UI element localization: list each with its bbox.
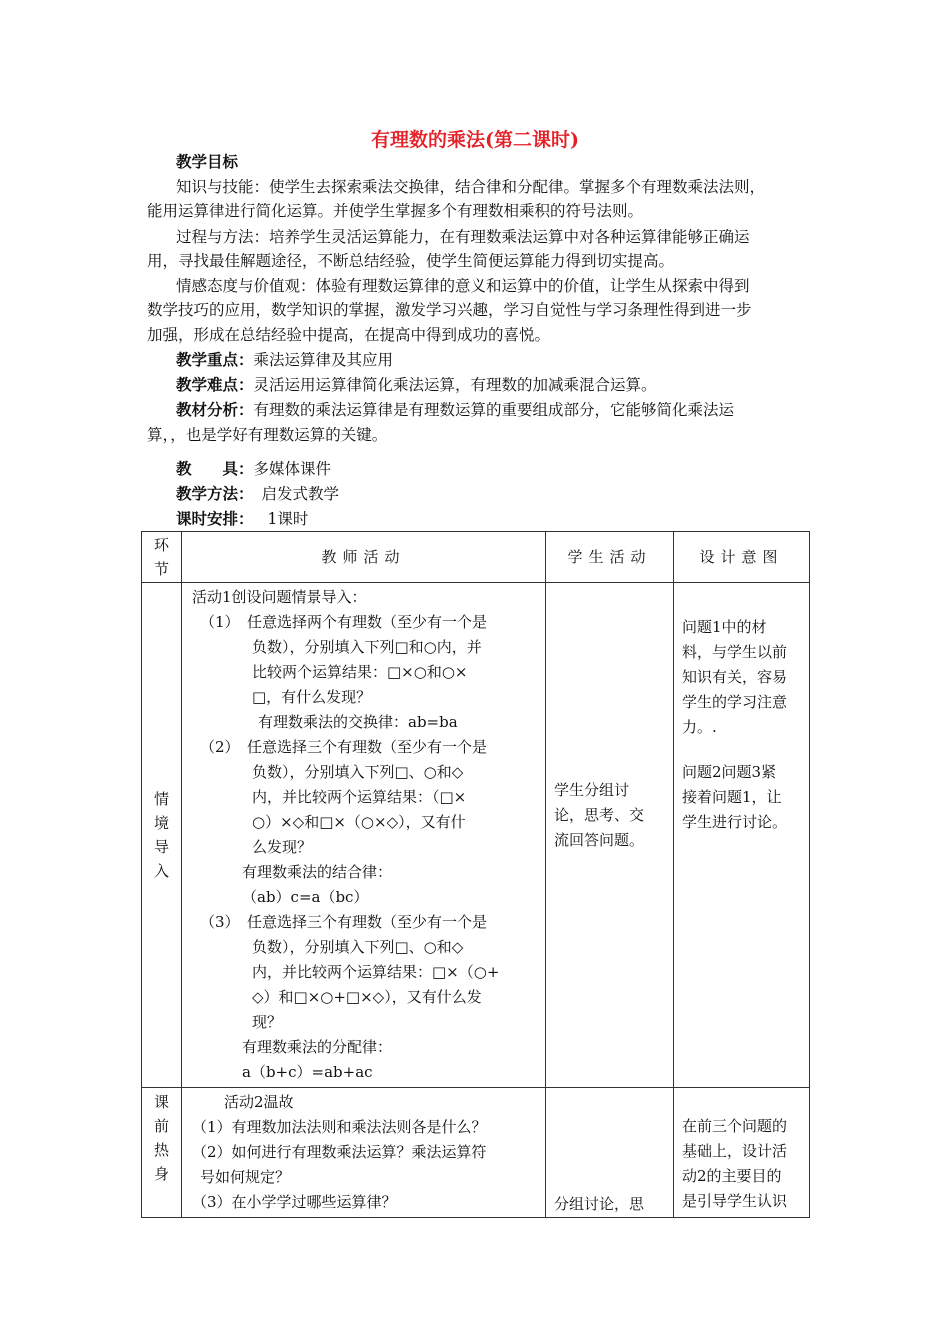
- teacher-line: 比较两个运算结果：□×○和○×: [252, 663, 468, 681]
- method: [176, 482, 840, 506]
- env-char: 情: [153, 790, 169, 808]
- knowledge-line-1: 知识与技能：使学生去探索乘法交换律，结合律和分配律。掌握多个有理数乘法法则，: [176, 178, 766, 196]
- key-point: [176, 348, 840, 372]
- objectives-heading: 教学目标: [176, 152, 239, 171]
- env-char: 前: [153, 1117, 169, 1135]
- intent-line: 动2的主要目的: [682, 1167, 782, 1185]
- process-line-2: 用，寻找最佳解题途径，不断总结经验，使学生简便运算能力得到切实提高。: [147, 252, 675, 270]
- key-point-label: 教学重点：: [176, 350, 254, 369]
- row2-intent: [674, 1088, 810, 1218]
- teacher-line: （1） 任意选择两个有理数（至少有一个是: [200, 613, 488, 631]
- emotion-line-2: 数学技巧的应用，数学知识的掌握，激发学习兴趣，学习自觉性与学习条理性得到进一步: [147, 301, 752, 319]
- intent-spacer: [682, 740, 803, 760]
- header-teacher: 教师活动: [182, 532, 546, 583]
- teacher-line: 负数），分别填入下列□和○内，并: [252, 638, 482, 656]
- table-row: [142, 583, 810, 1088]
- table-row: [142, 1088, 810, 1218]
- env-char: 入: [153, 862, 169, 880]
- teacher-line: 负数），分别填入下列□、○和◇: [252, 763, 464, 781]
- intent-line: 知识有关，容易: [682, 668, 788, 686]
- teacher-line: 活动1创设问题情景导入：: [192, 588, 367, 606]
- env-char: 热: [153, 1141, 169, 1159]
- teacher-line: （3） 任意选择三个有理数（至少有一个是: [200, 913, 488, 931]
- teacher-line: 现？: [252, 1013, 283, 1031]
- knowledge-line-2: 能用运算律进行简化运算。并使学生掌握多个有理数相乘积的符号法则。: [147, 202, 644, 220]
- row2-teacher: [182, 1088, 546, 1218]
- difficulty: [176, 373, 840, 397]
- teacher-line: （1）有理数加法法则和乘法法则各是什么？: [192, 1118, 487, 1136]
- page-title: 有理数的乘法(第二课时): [371, 129, 579, 151]
- schedule-text: 1课时: [267, 510, 309, 528]
- row1-teacher: [182, 583, 546, 1088]
- intent-line: 问题2问题3紧: [682, 763, 777, 781]
- lesson-plan-table: [141, 531, 810, 1218]
- intent-line: 在前三个问题的: [682, 1117, 788, 1135]
- student-line: 流回答问题。: [554, 830, 645, 849]
- teacher-line: ◇）和□×○+□×◇），又有什么发: [252, 988, 482, 1006]
- row1-student: [546, 583, 674, 1088]
- header-student: 学生活动: [546, 532, 674, 583]
- intent-line: 料，与学生以前: [682, 643, 788, 661]
- teacher-line: （3）在小学学过哪些运算律？: [192, 1193, 397, 1211]
- analysis: [176, 398, 840, 422]
- intent-line: 力。.: [682, 718, 717, 736]
- tools: [176, 457, 840, 481]
- intent-line: 学生的学习注意: [682, 693, 788, 711]
- teacher-line: □，有什么发现？: [252, 688, 372, 706]
- difficulty-text: 灵活运用运算律简化乘法运算，有理数的加减乘混合运算。: [253, 376, 657, 394]
- process-line-1: 过程与方法：培养学生灵活运算能力，在有理数乘法运算中对各种运算律能够正确运: [176, 228, 750, 246]
- intent-line: 问题1中的材: [682, 618, 767, 636]
- teacher-line: 么发现？: [252, 838, 313, 856]
- table-header-row: [142, 532, 810, 583]
- method-label: 教学方法：: [176, 484, 254, 503]
- teacher-line: 有理数乘法的交换律：ab=ba: [258, 713, 458, 731]
- teacher-line: 活动2温故: [224, 1093, 294, 1111]
- teacher-line: a（b+c）=ab+ac: [242, 1063, 373, 1081]
- teacher-line: 内，并比较两个运算结果：□×（○+: [252, 963, 500, 981]
- emotion-line-1: 情感态度与价值观：体验有理数运算律的意义和运算中的价值，让学生从探索中得到: [176, 277, 750, 295]
- method-text: 启发式教学: [261, 485, 340, 503]
- header-intent: 设计意图: [674, 532, 810, 583]
- tools-label: 教 具：: [176, 459, 254, 478]
- row2-env: [142, 1088, 182, 1218]
- key-point-text: 乘法运算律及其应用: [253, 351, 394, 369]
- teacher-line: （2） 任意选择三个有理数（至少有一个是: [200, 738, 488, 756]
- teacher-line: 有理数乘法的分配律：: [242, 1038, 393, 1056]
- teacher-line: （ab）c=a（bc）: [242, 888, 369, 906]
- env-char: 导: [153, 838, 169, 856]
- teacher-line: 有理数乘法的结合律：: [242, 863, 393, 881]
- emotion-line-3: 加强，形成在总结经验中提高，在提高中得到成功的喜悦。: [147, 326, 551, 344]
- analysis-label: 教材分析：: [176, 400, 254, 419]
- tools-text: 多媒体课件: [253, 460, 332, 478]
- teacher-line: 负数），分别填入下列□、○和◇: [252, 938, 464, 956]
- intent-line: 是引导学生认识: [682, 1192, 788, 1210]
- teacher-line: ○）×◇和□×（○×◇），又有什: [252, 813, 466, 831]
- env-char: 境: [153, 814, 169, 832]
- analysis-text-1: 有理数的乘法运算律是有理数运算的重要组成部分，它能够简化乘法运: [253, 401, 735, 419]
- row2-student: [546, 1088, 674, 1218]
- env-char: 课: [153, 1093, 169, 1111]
- student-line: 论，思考、交: [554, 805, 645, 824]
- env-char: 身: [153, 1165, 169, 1183]
- header-env: 环节: [142, 532, 182, 583]
- intent-line: 学生进行讨论。: [682, 813, 788, 831]
- student-line: 学生分组讨: [554, 780, 630, 799]
- teacher-line: （2）如何进行有理数乘法运算？乘法运算符: [192, 1143, 487, 1161]
- intent-line: 基础上，设计活: [682, 1142, 788, 1160]
- schedule: [176, 507, 840, 531]
- teacher-line: 内，并比较两个运算结果：（□×: [252, 788, 467, 806]
- difficulty-label: 教学难点：: [176, 375, 254, 394]
- schedule-label: 课时安排：: [176, 509, 254, 528]
- intent-line: 接着问题1，让: [682, 788, 782, 806]
- row1-intent: [674, 583, 810, 1088]
- teacher-line: 号如何规定？: [200, 1168, 291, 1186]
- analysis-text-2: 算，，也是学好有理数运算的关键。: [147, 426, 388, 444]
- row1-env: [142, 583, 182, 1088]
- student-line: 分组讨论，思: [554, 1195, 645, 1213]
